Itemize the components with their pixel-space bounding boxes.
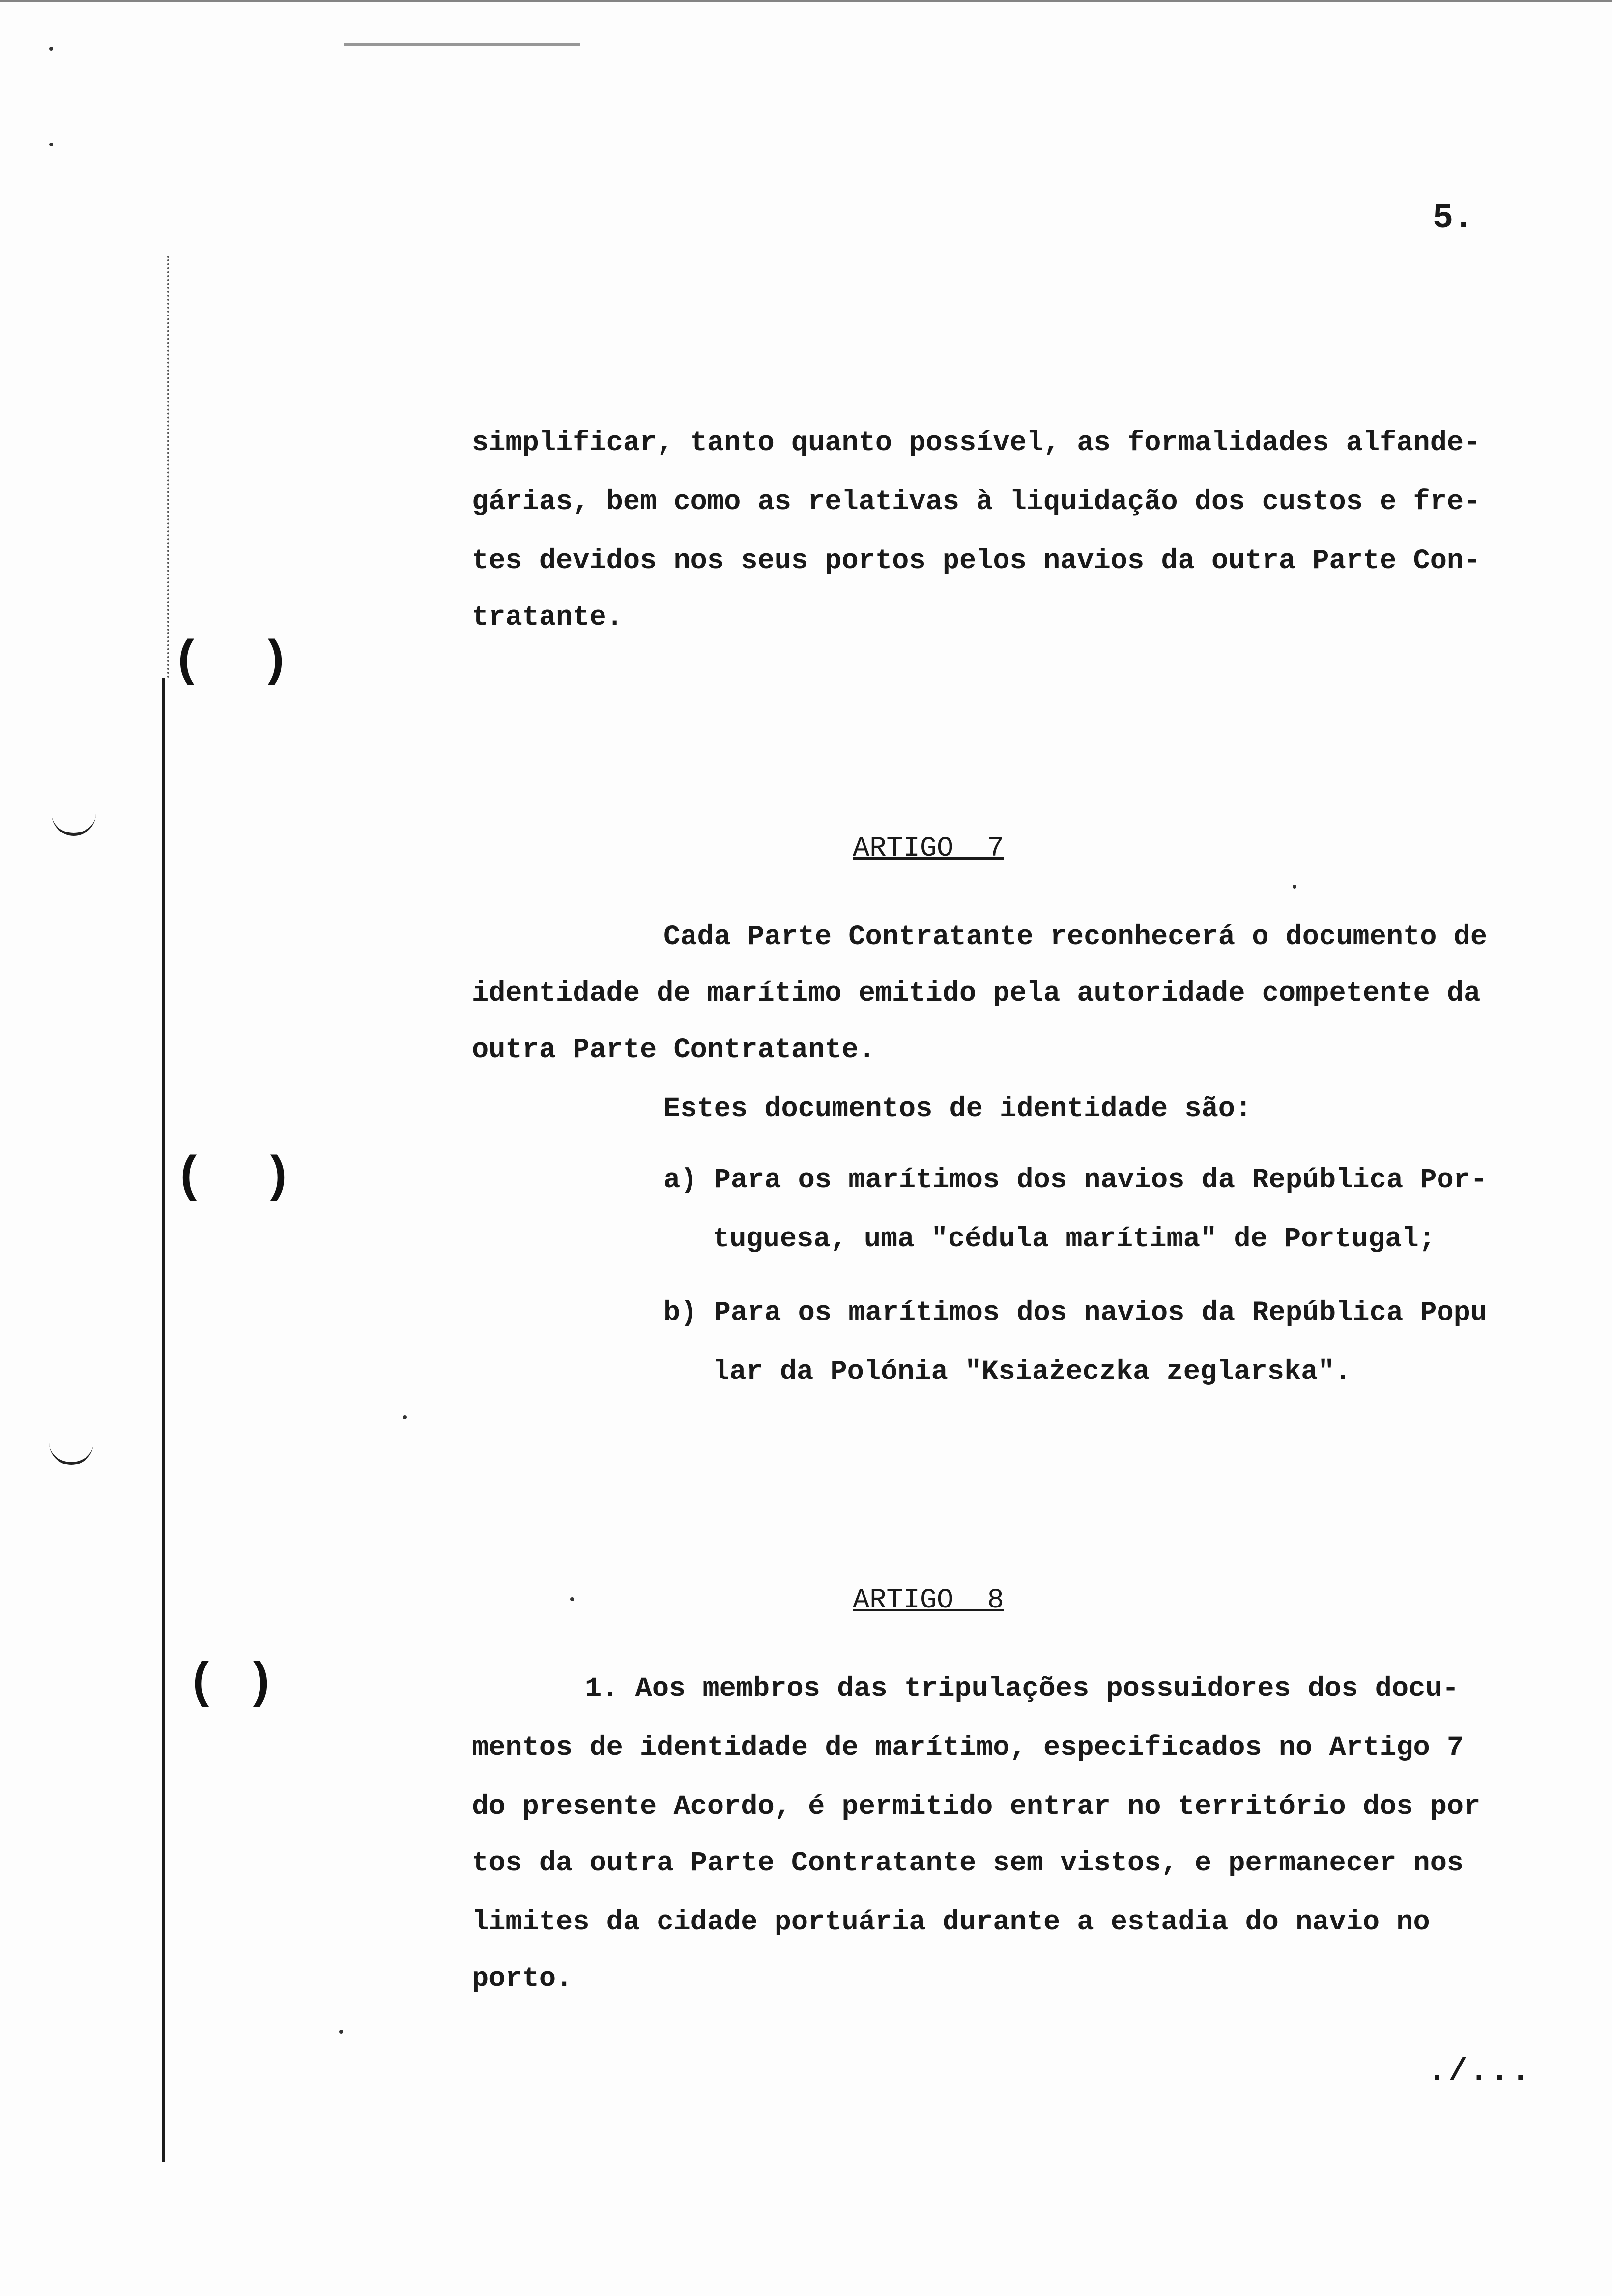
punch-hole-mark <box>52 811 96 836</box>
scan-speck <box>339 2030 343 2034</box>
punch-hole-mark <box>49 1440 93 1465</box>
margin-bracket-mark: ( ) <box>172 634 290 689</box>
margin-bracket-mark: ( ) <box>174 1150 293 1205</box>
article-8-line: porto. <box>472 1963 573 1995</box>
scan-margin-dotted-line <box>167 256 169 678</box>
article-7-line: identidade de marítimo emitido pela autoridade competente da <box>472 978 1481 1009</box>
scan-speck <box>49 47 53 51</box>
article-8-line: limites da cidade portuária durante a estadia do navio no <box>472 1907 1430 1938</box>
article-7-item-b-cont: lar da Polónia "Ksiażeczka zeglarska". <box>713 1356 1352 1388</box>
scan-top-rule <box>344 43 580 46</box>
paragraph-line: simplificar, tanto quanto possível, as formalidades alfande- <box>472 428 1481 459</box>
paragraph-line: tes devidos nos seus portos pelos navios da outra Parte Con- <box>472 545 1481 577</box>
article-8-line: do presente Acordo, é permitido entrar no território dos por <box>472 1791 1481 1823</box>
paragraph-line: tratante. <box>472 602 623 633</box>
article-7-item-a: a) Para os marítimos dos navios da República Por- <box>663 1165 1488 1196</box>
article-7-item-a-cont: tuguesa, uma "cédula marítima" de Portugal; <box>713 1224 1436 1255</box>
margin-bracket-mark: ( ) <box>187 1656 276 1712</box>
article-7-item-b: b) Para os marítimos dos navios da República Popu <box>663 1297 1488 1329</box>
scan-speck <box>1293 885 1296 889</box>
continuation-mark: ./... <box>1428 2054 1532 2090</box>
paragraph-line: gárias, bem como as relativas à liquidação dos custos e fre- <box>472 487 1481 518</box>
article-7-line: Estes documentos de identidade são: <box>663 1093 1252 1125</box>
scan-margin-line <box>162 678 165 2162</box>
article-7-line: Cada Parte Contratante reconhecerá o documento de <box>663 921 1488 953</box>
page-number: 5. <box>1433 199 1474 238</box>
article-8-line: mentos de identidade de marítimo, especificados no Artigo 7 <box>472 1732 1464 1764</box>
scan-speck <box>570 1597 574 1601</box>
article-8-heading: ARTIGO 8 <box>853 1585 1004 1616</box>
article-7-heading: ARTIGO 7 <box>853 833 1004 864</box>
scan-speck <box>49 143 53 146</box>
article-8-line: tos da outra Parte Contratante sem vistos, e permanecer nos <box>472 1848 1464 1879</box>
scan-speck <box>403 1415 407 1419</box>
scan-top-edge <box>0 0 1612 2</box>
article-7-line: outra Parte Contratante. <box>472 1034 875 1066</box>
article-8-line: 1. Aos membros das tripulações possuidores dos docu- <box>585 1673 1459 1705</box>
